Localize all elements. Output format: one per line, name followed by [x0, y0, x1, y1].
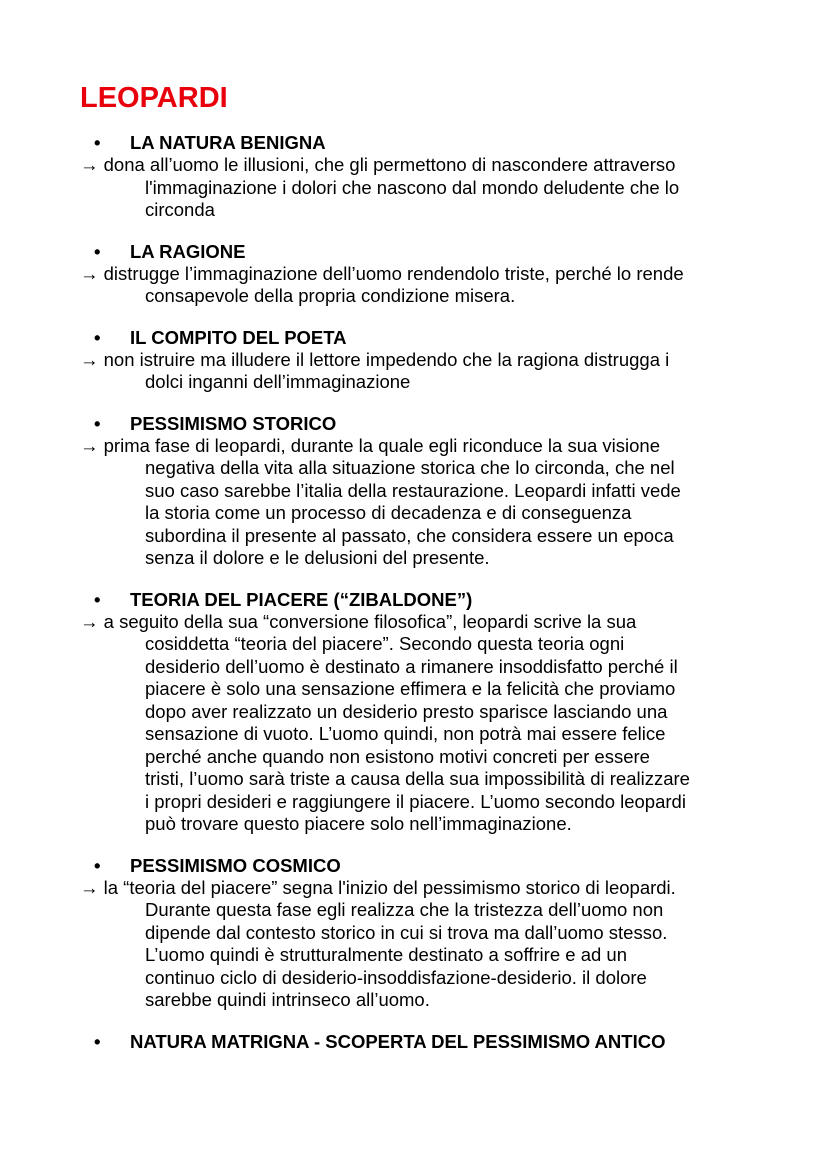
body-line: può trovare questo piacere solo nell’immaginazione.	[145, 813, 572, 834]
body-line: l'immaginazione i dolori che nascono dal mondo deludente che lo	[145, 176, 680, 198]
body-line: continuo ciclo di desiderio-insoddisfazione-desiderio. il dolore	[145, 966, 647, 988]
section-heading-text: PESSIMISMO STORICO	[130, 412, 337, 434]
body-line: L’uomo quindi è strutturalmente destinato a soffrire e ad un	[145, 944, 627, 965]
document-title: LEOPARDI	[80, 82, 228, 114]
body-line: consapevole della propria condizione misera.	[145, 285, 516, 306]
bullet-icon: •	[94, 1030, 101, 1052]
body-line: cosiddetta “teoria del piacere”. Secondo questa teoria ogni	[145, 633, 625, 654]
bullet-icon: •	[94, 240, 101, 262]
body-line: suo caso sarebbe l’italia della restaurazione. Leopardi infatti vede	[145, 479, 681, 501]
section-heading-text: LA NATURA BENIGNA	[130, 132, 326, 153]
body-line: perché anche quando non esistono motivi concreti per essere	[145, 745, 650, 767]
bullet-icon: •	[94, 412, 101, 434]
body-line: circonda	[145, 199, 215, 220]
section	[80, 131, 780, 222]
body-line: subordina il presente al passato, che considera essere un epoca	[145, 524, 674, 546]
body-line: → prima fase di leopardi, durante la quale egli riconduce la sua visione	[80, 434, 661, 456]
section	[80, 1030, 780, 1053]
section	[80, 854, 780, 1012]
section-heading	[80, 412, 780, 435]
body-line: dipende dal contesto storico in cui si trova ma dall’uomo stesso.	[145, 921, 668, 943]
body-line: Durante questa fase egli realizza che la tristezza dell’uomo non	[145, 899, 664, 920]
body-line: la storia come un processo di decadenza e di conseguenza	[145, 502, 632, 523]
section	[80, 588, 780, 836]
section-heading-text: IL COMPITO DEL POETA	[130, 326, 347, 348]
body-line: i propri desideri e raggiungere il piacere. L’uomo secondo leopardi	[145, 790, 686, 812]
section-heading-text: NATURA MATRIGNA - SCOPERTA DEL PESSIMISMO ANTICO	[130, 1030, 666, 1052]
body-line: desiderio dell’uomo è destinato a rimanere insoddisfatto perché il	[145, 655, 678, 677]
body-line: → la “teoria del piacere” segna l'inizio del pessimismo storico di leopardi.	[80, 876, 676, 898]
body-line: → a seguito della sua “conversione filosofica”, leopardi scrive la sua	[80, 610, 637, 632]
bullet-icon: •	[94, 588, 101, 610]
body-line: → non istruire ma illudere il lettore impedendo che la ragiona distrugga i	[80, 348, 670, 370]
body-line: tristi, l’uomo sarà triste a causa della sua impossibilità di realizzare	[145, 768, 690, 789]
section-heading	[80, 240, 780, 263]
body-line: → dona all’uomo le illusioni, che gli permettono di nascondere attraverso	[80, 154, 676, 175]
bullet-icon: •	[94, 132, 101, 153]
section-heading-text: PESSIMISMO COSMICO	[130, 854, 341, 876]
section	[80, 326, 780, 394]
body-line: dopo aver realizzato un desiderio presto sparisce lasciando una	[145, 700, 668, 722]
section-heading	[80, 588, 780, 611]
section-heading	[80, 326, 780, 349]
section-heading	[80, 1030, 780, 1053]
body-line: sensazione di vuoto. L’uomo quindi, non potrà mai essere felice	[145, 723, 666, 744]
section-heading	[80, 854, 780, 877]
section-heading	[80, 131, 780, 154]
body-line: negativa della vita alla situazione storica che lo circonda, che nel	[145, 457, 675, 478]
bullet-icon: •	[94, 854, 101, 876]
body-line: → distrugge l’immaginazione dell’uomo rendendolo triste, perché lo rende	[80, 262, 684, 284]
body-line: sarebbe quindi intrinseco all’uomo.	[145, 989, 430, 1010]
document-body	[80, 131, 780, 1071]
section-heading-text: LA RAGIONE	[130, 240, 246, 262]
body-line: dolci inganni dell’immaginazione	[145, 371, 411, 392]
body-line: senza il dolore e le delusioni del presente.	[145, 547, 490, 568]
section-heading-text: TEORIA DEL PIACERE (“ZIBALDONE”)	[130, 588, 473, 610]
body-line: piacere è solo una sensazione effimera e la felicità che proviamo	[145, 678, 676, 699]
section	[80, 412, 780, 570]
bullet-icon: •	[94, 326, 101, 348]
section	[80, 240, 780, 308]
